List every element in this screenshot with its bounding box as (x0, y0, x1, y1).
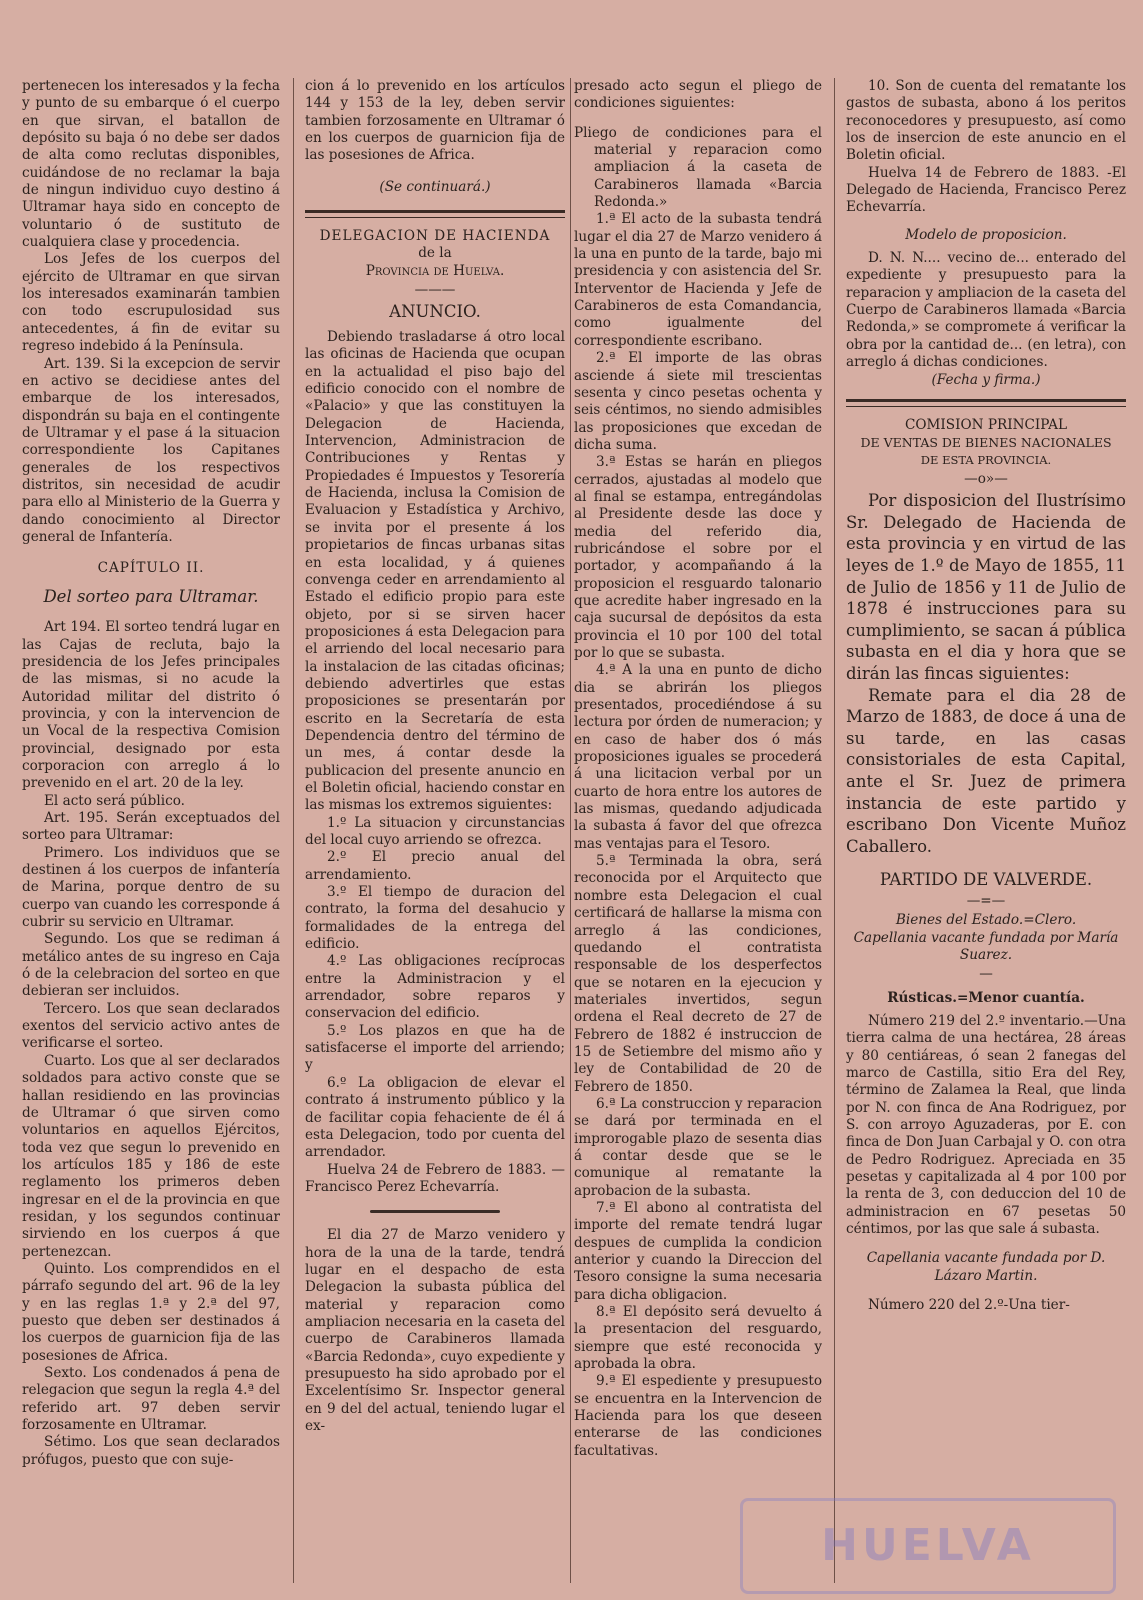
capellania-heading: Capellania vacante fundada por María Suarez. (853, 929, 1119, 963)
condition-item: 3.ª Estas se harán en pliegos cerrados, ajustadas al modelo que al final se estampa, entregándolas al Presidente desde las doce y media del referido dia, rubricándose el sobre por el portador, y acompañando á la proposicion el resguardo talonario que acredite haber ingresado en la caja sucursal de depósitos da esta provincia el 10 por 100 del total por lo que se subasta. (574, 454, 822, 661)
partido-heading: PARTIDO DE VALVERDE. (879, 870, 1093, 890)
paragraph: Quinto. Los comprendidos en el párrafo segundo del art. 96 de la ley y en las reglas 1.ª y 2.ª del 97, puesto que deben ser destinados á los cuerpos de guarnicion fija de las posesiones de Africa. (22, 1260, 280, 1364)
condition-item: 6.ª La construccion y reparacion se dará por terminada en el improrogable plazo de sesenta dias á contar desde que se le comunique al rematante la aprobacion de la subasta. (574, 1095, 822, 1199)
condition-item: 2.ª El importe de las obras asciende á siete mil trescientas sesenta y cinco pesetas ochenta y seis céntimos, no siendo admisibles las proposiciones que excedan de dicha suma. (574, 350, 822, 453)
paragraph: Por disposicion del Ilustrísimo Sr. Delegado de Hacienda de esta provincia y en virtud de las leyes de 1.º de Mayo de 1855, 11 de Julio de 1856 y 11 de Julio de 1878 é instrucciones para su cumplimiento, se sacan á pública subasta en el dia y hora que se dirán las fincas siguientes: (846, 491, 1126, 683)
paragraph: Primero. Los individuos que se destinen á los cuerpos de infantería de Marina, porque dentro de su cuerpo van cuando les corresponde á cubrir su servicio en Ultramar. (22, 844, 280, 931)
column-1 (22, 78, 280, 1583)
library-stamp: HUELVA (740, 1498, 1116, 1594)
capellania-heading: Capellania vacante fundada por D. Lázaro Martin. (866, 1250, 1106, 1284)
dash-ornament: ——— (414, 282, 456, 299)
column-rule (834, 78, 835, 1583)
paragraph: Art. 139. Si la excepcion de servir en activo se decidiese antes del embarque de los interesados, dispondrán su baja en el contingente de Ultramar y el pase á la situacion correspondiente los Capitanes generales de los respectivos distritos, sin necesidad de acudir para ello al Ministerio de la Guerra y dando conocimiento al Director general de Infantería. (22, 355, 280, 545)
list-item: 5.º Los plazos en que ha de satisfacerse el importe del arriendo; y (305, 1022, 565, 1074)
list-item: 2.º El precio anual del arrendamiento. (305, 849, 565, 883)
column-3 (574, 78, 822, 1583)
column-rule (293, 78, 294, 1583)
paragraph: Los Jefes de los cuerpos del ejército de Ultramar en que sirvan los interesados examinarán tambien con todo escrupulosidad sus antecedentes, á fin de evitar su regreso indebido á la Península. (22, 251, 280, 355)
paragraph: Tercero. Los que sean declarados exentos del servicio activo antes de verificarse el sorteo. (22, 1000, 280, 1052)
condition-item: 1.ª El acto de la subasta tendrá lugar el dia 27 de Marzo venidero á la una en punto de la tarde, bajo mi presidencia y con asistencia del Sr. Interventor de Hacienda y Jefe de Carabineros de esta Comandancia, como igualmente del correspondiente escribano. (574, 211, 822, 349)
property-item: Número 219 del 2.º inventario.—Una tierra calma de una hectárea, 28 áreas y 80 centiáreas, ó sean 2 fanegas del marco de Castilla, sitio Era del Rey, término de Zalamea la Real, que linda por N. con finca de Ana Rodriguez, por S. con arroyo Aguzaderas, por E. con finca de Don Juan Carbajal y O. con otra de Pedro Rodriguez. Apreciada en 35 pesetas y capitalizada al 4 por 100 por la renta de 3, con deduccion del 10 de administracion en 67 pesetas 50 céntimos, por las que sale á subasta. (846, 1012, 1126, 1238)
chapter-heading: CAPÍTULO II. (97, 560, 205, 577)
rusticas-heading: Rústicas.=Menor cuantía. (887, 989, 1085, 1006)
model-title: Modelo de proposicion. (905, 226, 1067, 243)
continue-note: (Se continuará.) (379, 178, 491, 195)
bienes-heading: Bienes del Estado.=Clero. (895, 912, 1077, 929)
paragraph: pertenecen los interesados y la fecha y punto de su embarque ó el cuerpo en que sirvan, el batallon de depósito su baja ó no debe ser dados de alta como reclutas disponibles, cuidándose de no reclamar la baja de ningun individuo cuyo destino á Ultramar haya sido en concepto de voluntario ó de sustituto de cualquiera clase y procedencia. (22, 78, 280, 251)
ornament-rule (370, 1210, 500, 1213)
signature-date: Huelva 14 de Febrero de 1883. -El Delegado de Hacienda, Francisco Perez Echevarría. (846, 164, 1126, 216)
section-heading-sub: de la (418, 245, 452, 262)
paragraph: Sexto. Los condenados á pena de relegacion que segun la regla 4.ª del referido art. 97 deben servir forzosamente en Ultramar. (22, 1365, 280, 1434)
column-rule (570, 78, 571, 1583)
separator-rule (305, 210, 565, 218)
paragraph: Remate para el dia 28 de Marzo de 1883, de doce á una de su tarde, en las casas consistoriales de esta Capital, ante el Sr. Juez de primera instancia de este partido y escribano Don Vicente Muñoz Caballero. (846, 685, 1126, 856)
chapter-subtitle: Del sorteo para Ultramar. (43, 586, 259, 606)
section-heading: DELEGACION DE HACIENDA (319, 228, 551, 245)
condition-item: 5.ª Terminada la obra, será reconocida por el Arquitecto que nombre esta Delegacion el cual certificará de hallarse la misma con arreglo á las condiciones, quedando el contratista responsable de los desperfectos que se notaren en la ejecucion y materiales invertidos, segun ordena el Real decreto de 27 de Febrero de 1882 é instruccion de 15 de Setiembre del mismo año y ley de Contabilidad de 20 de Febrero de 1850. (574, 853, 822, 1095)
dash-ornament: —o»— (964, 470, 1008, 487)
paragraph: El dia 27 de Marzo venidero y hora de la una de la tarde, tendrá lugar en el despacho de esta Delegacion la subasta pública del material y reparacion como ampliacion necesaria en la caseta del cuerpo de Carabineros llamada «Barcia Redonda», cuyo expediente y presupuesto ha sido aprobado por el Excelentísimo Sr. Inspector general en 9 del del actual, teniendo lugar el ex- (305, 1227, 565, 1434)
conditions-title: Pliego de condiciones para el material y reparacion como ampliacion á la caseta de Carabineros llamada «Barcia Redonda.» (574, 124, 822, 211)
paragraph: Sétimo. Los que sean declarados prófugos, puesto que con suje- (22, 1434, 280, 1468)
paragraph: Debiendo trasladarse á otro local las oficinas de Hacienda que ocupan en la actualidad el piso bajo del edificio conocido con el nombre de «Palacio» y que las constituyen la Delegacion de Hacienda, Intervencion, Administracion de Contribuciones y Rentas y Propiedades é Impuestos y Tesorería de Hacienda, inclusa la Comision de Evaluacion y Estadística y Archivo, se invita por el presente á los propietarios de fincas urbanas sitas en esta localidad, y á quienes convenga ceder en arrendamiento al Estado el edificio propio para este objeto, por si se sirven hacer proposiciones á esta Delegacion para el arriendo del local necesario para la instalacion de las citadas oficinas; debiendo advertirles que estas proposiciones se presentarán por escrito en la Secretaría de esta Dependencia dentro del término de un mes, á contar desde la publicacion del presente anuncio en el Boletin oficial, haciendo constar en las mismas los extremos siguientes: (305, 329, 565, 814)
property-item: Número 220 del 2.º-Una tier- (868, 1297, 1070, 1314)
dash-ornament: — (979, 966, 993, 983)
section-heading-sub: DE ESTA PROVINCIA. (920, 452, 1052, 467)
paragraph: Art 194. El sorteo tendrá lugar en las Cajas de recluta, bajo la presidencia de los Jefes principales de las mismas, si no acude la Autoridad militar del distrito ó provincia, y con la intervencion de un Vocal de la respectiva Comision provincial, designado por esta corporacion con arreglo á lo prevenido en el art. 20 de la ley. (22, 619, 280, 792)
condition-item: 4.ª A la una en punto de dicho dia se abrirán los pliegos presentados, procediéndose á su lectura por órden de numeracion; y en caso de haber dos ó más proposiciones iguales se procederá á una licitacion verbal por un cuarto de hora entre los autores de las mismas, quedando adjudicada la subasta á favor del que ofrezca mas ventajas para el Tesoro. (574, 662, 822, 852)
paragraph: Cuarto. Los que al ser declarados soldados para activo conste que se hallan residiendo en las provincias de Ultramar ó que sirven como voluntarios en aquellos Ejércitos, toda vez que segun lo prevenido en los artículos 185 y 186 de este reglamento los primeros deben ingresar en el de la provincia en que residan, y los segundos continuar sirviendo en los cuerpos á que pertenezcan. (22, 1052, 280, 1260)
condition-item: 7.ª El abono al contratista del importe del remate tendrá lugar despues de cumplida la condicion anterior y cuando la Direccion del Tesoro consigne la suma necesaria para dicha obligacion. (574, 1200, 822, 1303)
list-item: 4.º Las obligaciones recíprocas entre la Administracion y el arrendador, sobre reparos y conservacion del edificio. (305, 953, 565, 1022)
date-and-signature: (Fecha y firma.) (931, 371, 1041, 388)
list-item: 6.º La obligacion de elevar el contrato á instrumento público y la de facilitar copia fehaciente de él á esta Delegacion, todo por cuenta del arrendador. (305, 1074, 565, 1161)
paragraph: presado acto segun el pliego de condiciones siguientes: (574, 78, 822, 112)
model-text: D. N. N.... vecino de... enterado del expediente y presupuesto para la reparacion y ampliacion de la caseta del Cuerpo de Carabineros llamada «Barcia Redonda,» se compromete á verificar la obra por la cantidad de... (en letra), con arreglo á dichas condiciones. (846, 250, 1126, 371)
column-4 (846, 78, 1126, 1583)
section-heading-sub: Provincia de Huelva. (365, 262, 505, 279)
paragraph: Art. 195. Serán exceptuados del sorteo para Ultramar: (22, 810, 280, 844)
dash-ornament: —=— (966, 892, 1006, 909)
column-2 (305, 78, 565, 1583)
paragraph: Segundo. Los que se rediman á metálico antes de su ingreso en Caja ó de la celebracion del sorteo en que debieran ser incluidos. (22, 931, 280, 1000)
section-heading: COMISION PRINCIPAL (904, 416, 1068, 433)
list-item: 1.º La situacion y circunstancias del local cuyo arriendo se ofrezca. (305, 814, 565, 848)
paragraph: El acto será público. (44, 792, 185, 809)
list-item: 3.º El tiempo de duracion del contrato, la forma del desahucio y formalidades de la entrega del edificio. (305, 884, 565, 953)
section-heading-sub: DE VENTAS DE BIENES NACIONALES (860, 435, 1112, 451)
announcement-title: ANUNCIO. (389, 302, 481, 322)
condition-item: 9.ª El espediente y presupuesto se encuentra en la Intervencion de Hacienda para los que deseen enterarse de las condiciones facultativas. (574, 1373, 822, 1459)
condition-item: 8.ª El depósito será devuelto á la presentacion del resguardo, siempre que esté reconocida y aprobada la obra. (574, 1304, 822, 1373)
signature-date: Huelva 24 de Febrero de 1883. —Francisco Perez Echevarría. (305, 1161, 565, 1195)
condition-item: 10. Son de cuenta del rematante los gastos de subasta, abono á los peritos reconocedores y presupuesto, así como los de insercion de este anuncio en el Boletin oficial. (846, 78, 1126, 164)
paragraph: cion á lo prevenido en los artículos 144 y 153 de la ley, deben servir tambien forzosamente en Ultramar ó en los cuerpos de guarnicion fija de las posesiones de Africa. (305, 78, 565, 164)
separator-rule (846, 399, 1126, 407)
